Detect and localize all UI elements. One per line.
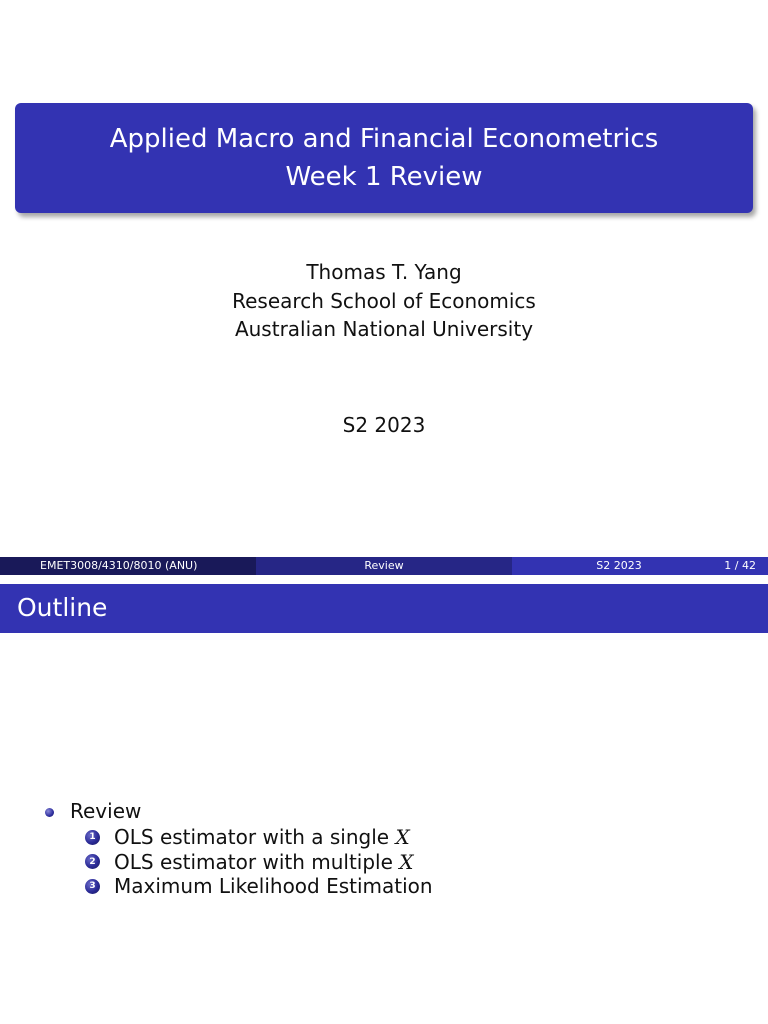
list-item	[45, 797, 745, 825]
bullet-ball-icon	[45, 808, 54, 817]
footer-course: EMET3008/4310/8010 (ANU)	[0, 557, 256, 575]
footer-right	[512, 557, 768, 575]
author-name: Thomas T. Yang	[306, 260, 462, 284]
outline-list	[45, 797, 745, 899]
presentation-date: S2 2023	[342, 413, 426, 437]
enum-item-text: OLS estimator with multiple X	[114, 849, 414, 874]
list-item-label: Review	[70, 799, 142, 823]
numbered-ball-icon: 1	[85, 830, 100, 845]
enum-item	[85, 874, 745, 899]
enum-item	[85, 850, 745, 875]
footer-date: S2 2023	[596, 559, 642, 572]
institute-line1: Research School of Economics	[232, 288, 536, 313]
slide-title-line1: Applied Macro and Financial Econometrics	[109, 124, 659, 154]
enum-item	[85, 825, 745, 850]
numbered-ball-icon: 3	[85, 879, 100, 894]
title-box	[15, 103, 753, 213]
variable-x: X	[399, 849, 414, 874]
enum-item-text: Maximum Likelihood Estimation	[114, 874, 433, 899]
enum-item-text: OLS estimator with a single X	[114, 825, 410, 850]
institute-line2: Australian National University	[234, 317, 534, 341]
author-block	[0, 258, 768, 344]
numbered-ball-icon: 2	[85, 854, 100, 869]
footline	[0, 557, 768, 575]
footer-page-number: 1 / 42	[724, 559, 756, 572]
footer-section: Review	[256, 557, 512, 575]
enumerated-list	[85, 825, 745, 899]
variable-x: X	[395, 825, 410, 850]
frame-title: Outline	[0, 584, 768, 633]
slide-title-line2: Week 1 Review	[285, 162, 483, 192]
